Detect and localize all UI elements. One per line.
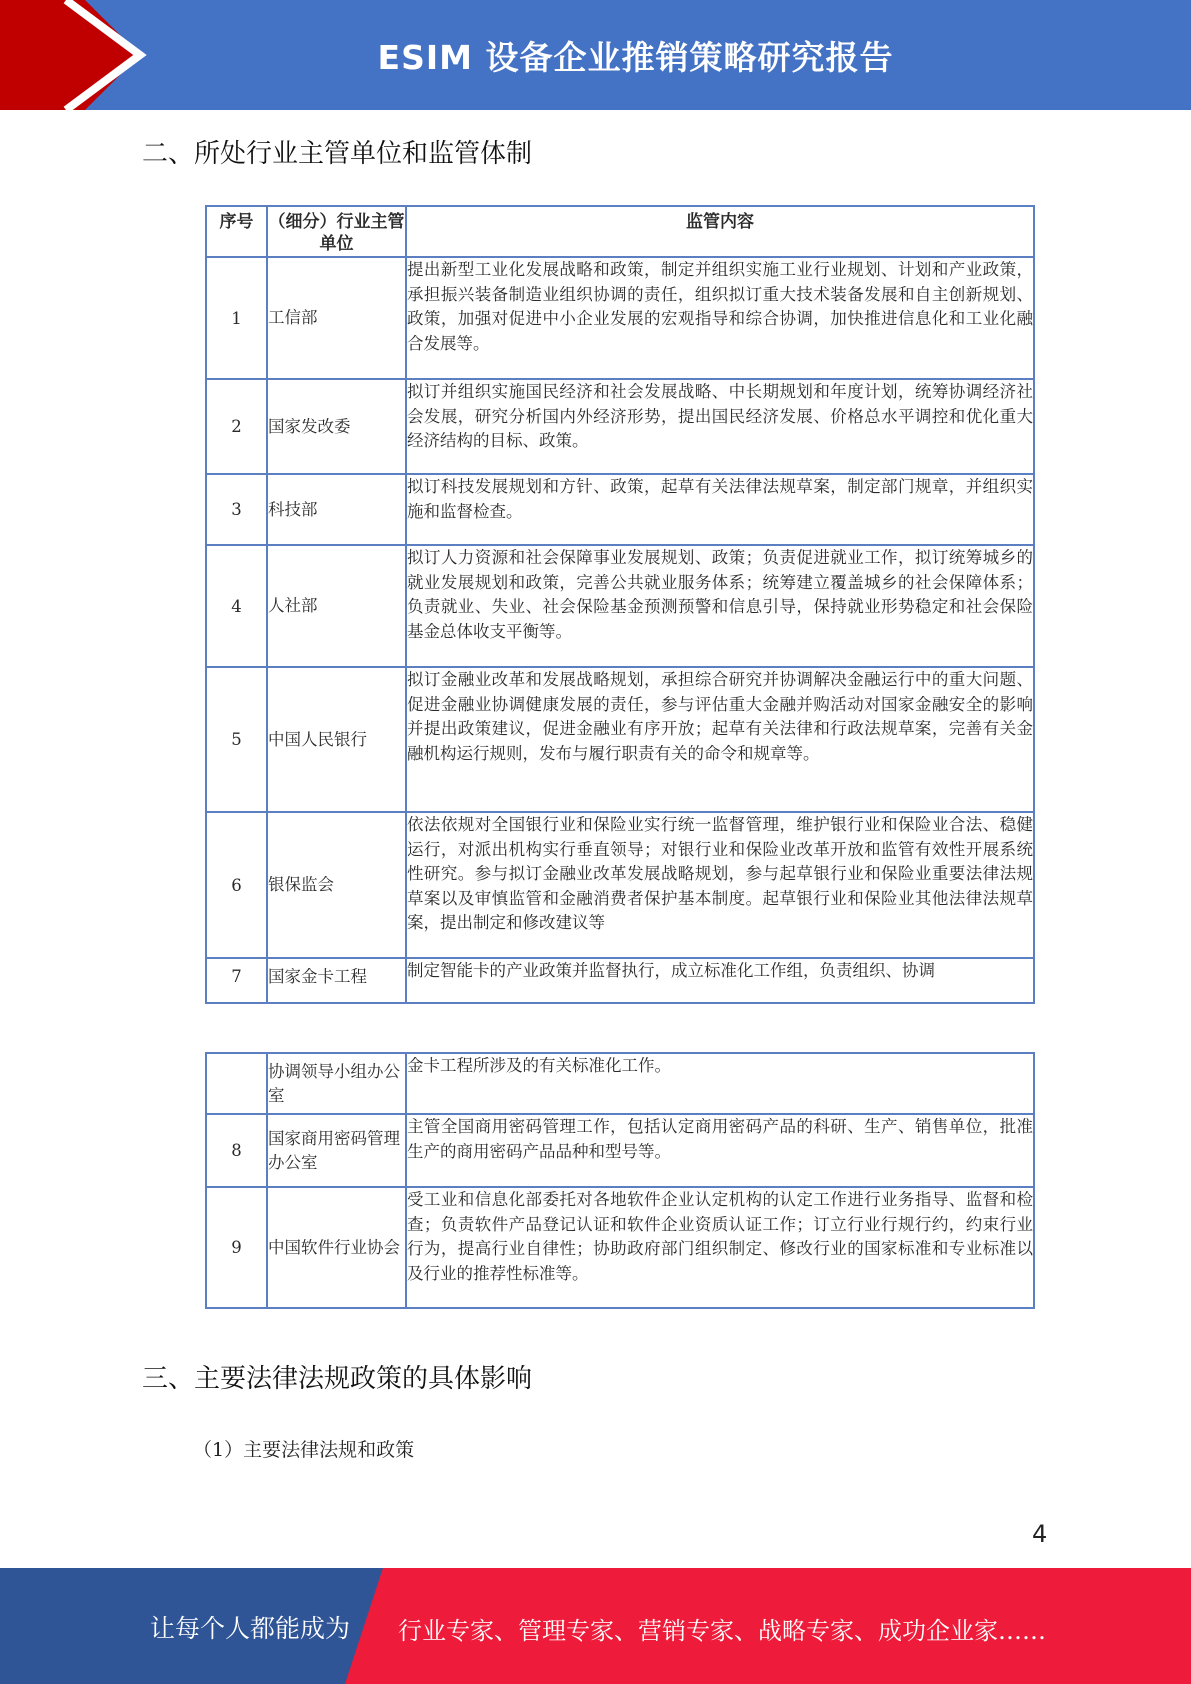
row-unit: 中国软件行业协会 [267,1187,406,1308]
header-no: 序号 [206,206,267,257]
table-row [206,379,1034,474]
footer-slogan-right: 行业专家、管理专家、营销专家、战略专家、成功企业家…… [398,1617,1046,1645]
table-row [206,812,1034,958]
page-number: 4 [1032,1520,1048,1548]
row-no: 8 [206,1114,267,1187]
row-no: 9 [206,1187,267,1308]
section-heading-2: 二、所处行业主管单位和监管体制 [142,139,533,169]
row-no: 1 [206,257,267,379]
row-no: 4 [206,545,267,667]
row-content: 拟订人力资源和社会保障事业发展规划、政策；负责促进就业工作，拟订统筹城乡的就业发展规划和政策，完善公共就业服务体系；统筹建立覆盖城乡的社会保障体系；负责就业、失业、社会保险基金预测预警和信息引导，保持就业形势稳定和社会保险基金总体收支平衡等。 [406,545,1034,667]
row-content: 依法依规对全国银行业和保险业实行统一监督管理，维护银行业和保险业合法、稳健运行，对派出机构实行垂直领导；对银行业和保险业改革开放和监管有效性开展系统性研究。参与拟订金融业改革发展战略规划，参与起草银行业和保险业重要法律法规草案以及审慎监管和金融消费者保护基本制度。起草银行业和保险业其他法律法规草案，提出制定和修改建议等 [406,812,1034,958]
table-row [206,257,1034,379]
subsection-heading: （1）主要法律法规和政策 [193,1439,415,1461]
row-content: 提出新型工业化发展战略和政策，制定并组织实施工业行业规划、计划和产业政策，承担振兴装备制造业组织协调的责任，组织拟订重大技术装备发展和自主创新规划、政策，加强对促进中小企业发展的宏观指导和综合协调，加快推进信息化和工业化融合发展等。 [406,257,1034,379]
table-row [206,958,1034,1003]
footer-slogan-left: 让每个人都能成为 [150,1614,351,1643]
row-no [206,1053,267,1114]
row-content: 受工业和信息化部委托对各地软件企业认定机构的认定工作进行业务指导、监督和检查；负责软件产品登记认证和软件企业资质认证工作；订立行业行规行约，约束行业行为，提高行业自律性；协助政府部门组织制定、修改行业的国家标准和专业标准以及行业的推荐性标准等。 [406,1187,1034,1308]
row-unit: 银保监会 [267,812,406,958]
table-row [206,545,1034,667]
page-header [0,0,1191,110]
row-content: 金卡工程所涉及的有关标准化工作。 [406,1053,1034,1114]
row-unit: 工信部 [267,257,406,379]
regulator-table [205,205,1035,1004]
table-row [206,1187,1034,1308]
regulator-table-continued [205,1052,1035,1309]
row-content: 主管全国商用密码管理工作，包括认定商用密码产品的科研、生产、销售单位，批准生产的商用密码产品品种和型号等。 [406,1114,1034,1187]
table-row [206,667,1034,812]
row-unit: 人社部 [267,545,406,667]
row-content: 拟订科技发展规划和方针、政策，起草有关法律法规草案，制定部门规章，并组织实施和监督检查。 [406,474,1034,545]
row-unit: 国家商用密码管理办公室 [267,1114,406,1187]
section-heading-3: 三、主要法律法规政策的具体影响 [142,1364,533,1394]
row-content: 拟订并组织实施国民经济和社会发展战略、中长期规划和年度计划，统筹协调经济社会发展，研究分析国内外经济形势，提出国民经济发展、价格总水平调控和优化重大经济结构的目标、政策。 [406,379,1034,474]
row-no: 2 [206,379,267,474]
row-unit: 国家金卡工程 [267,958,406,1003]
row-content: 拟订金融业改革和发展战略规划，承担综合研究并协调解决金融运行中的重大问题、促进金融业协调健康发展的责任，参与评估重大金融并购活动对国家金融安全的影响并提出政策建议，促进金融业有序开放；起草有关法律和行政法规草案，完善有关金融机构运行规则，发布与履行职责有关的命令和规章等。 [406,667,1034,812]
table-header-row [206,206,1034,257]
row-no: 7 [206,958,267,1003]
table-row [206,1053,1034,1114]
header-content: 监管内容 [406,206,1034,257]
row-no: 3 [206,474,267,545]
table-row [206,474,1034,545]
document-title: ESIM 设备企业推销策略研究报告 [377,37,894,77]
row-no: 6 [206,812,267,958]
row-content: 制定智能卡的产业政策并监督执行，成立标准化工作组，负责组织、协调 [406,958,1034,1003]
table-row [206,1114,1034,1187]
row-unit: 科技部 [267,474,406,545]
header-unit: （细分）行业主管单位 [267,206,406,257]
row-unit: 国家发改委 [267,379,406,474]
row-unit: 中国人民银行 [267,667,406,812]
row-unit: 协调领导小组办公室 [267,1053,406,1114]
row-no: 5 [206,667,267,812]
